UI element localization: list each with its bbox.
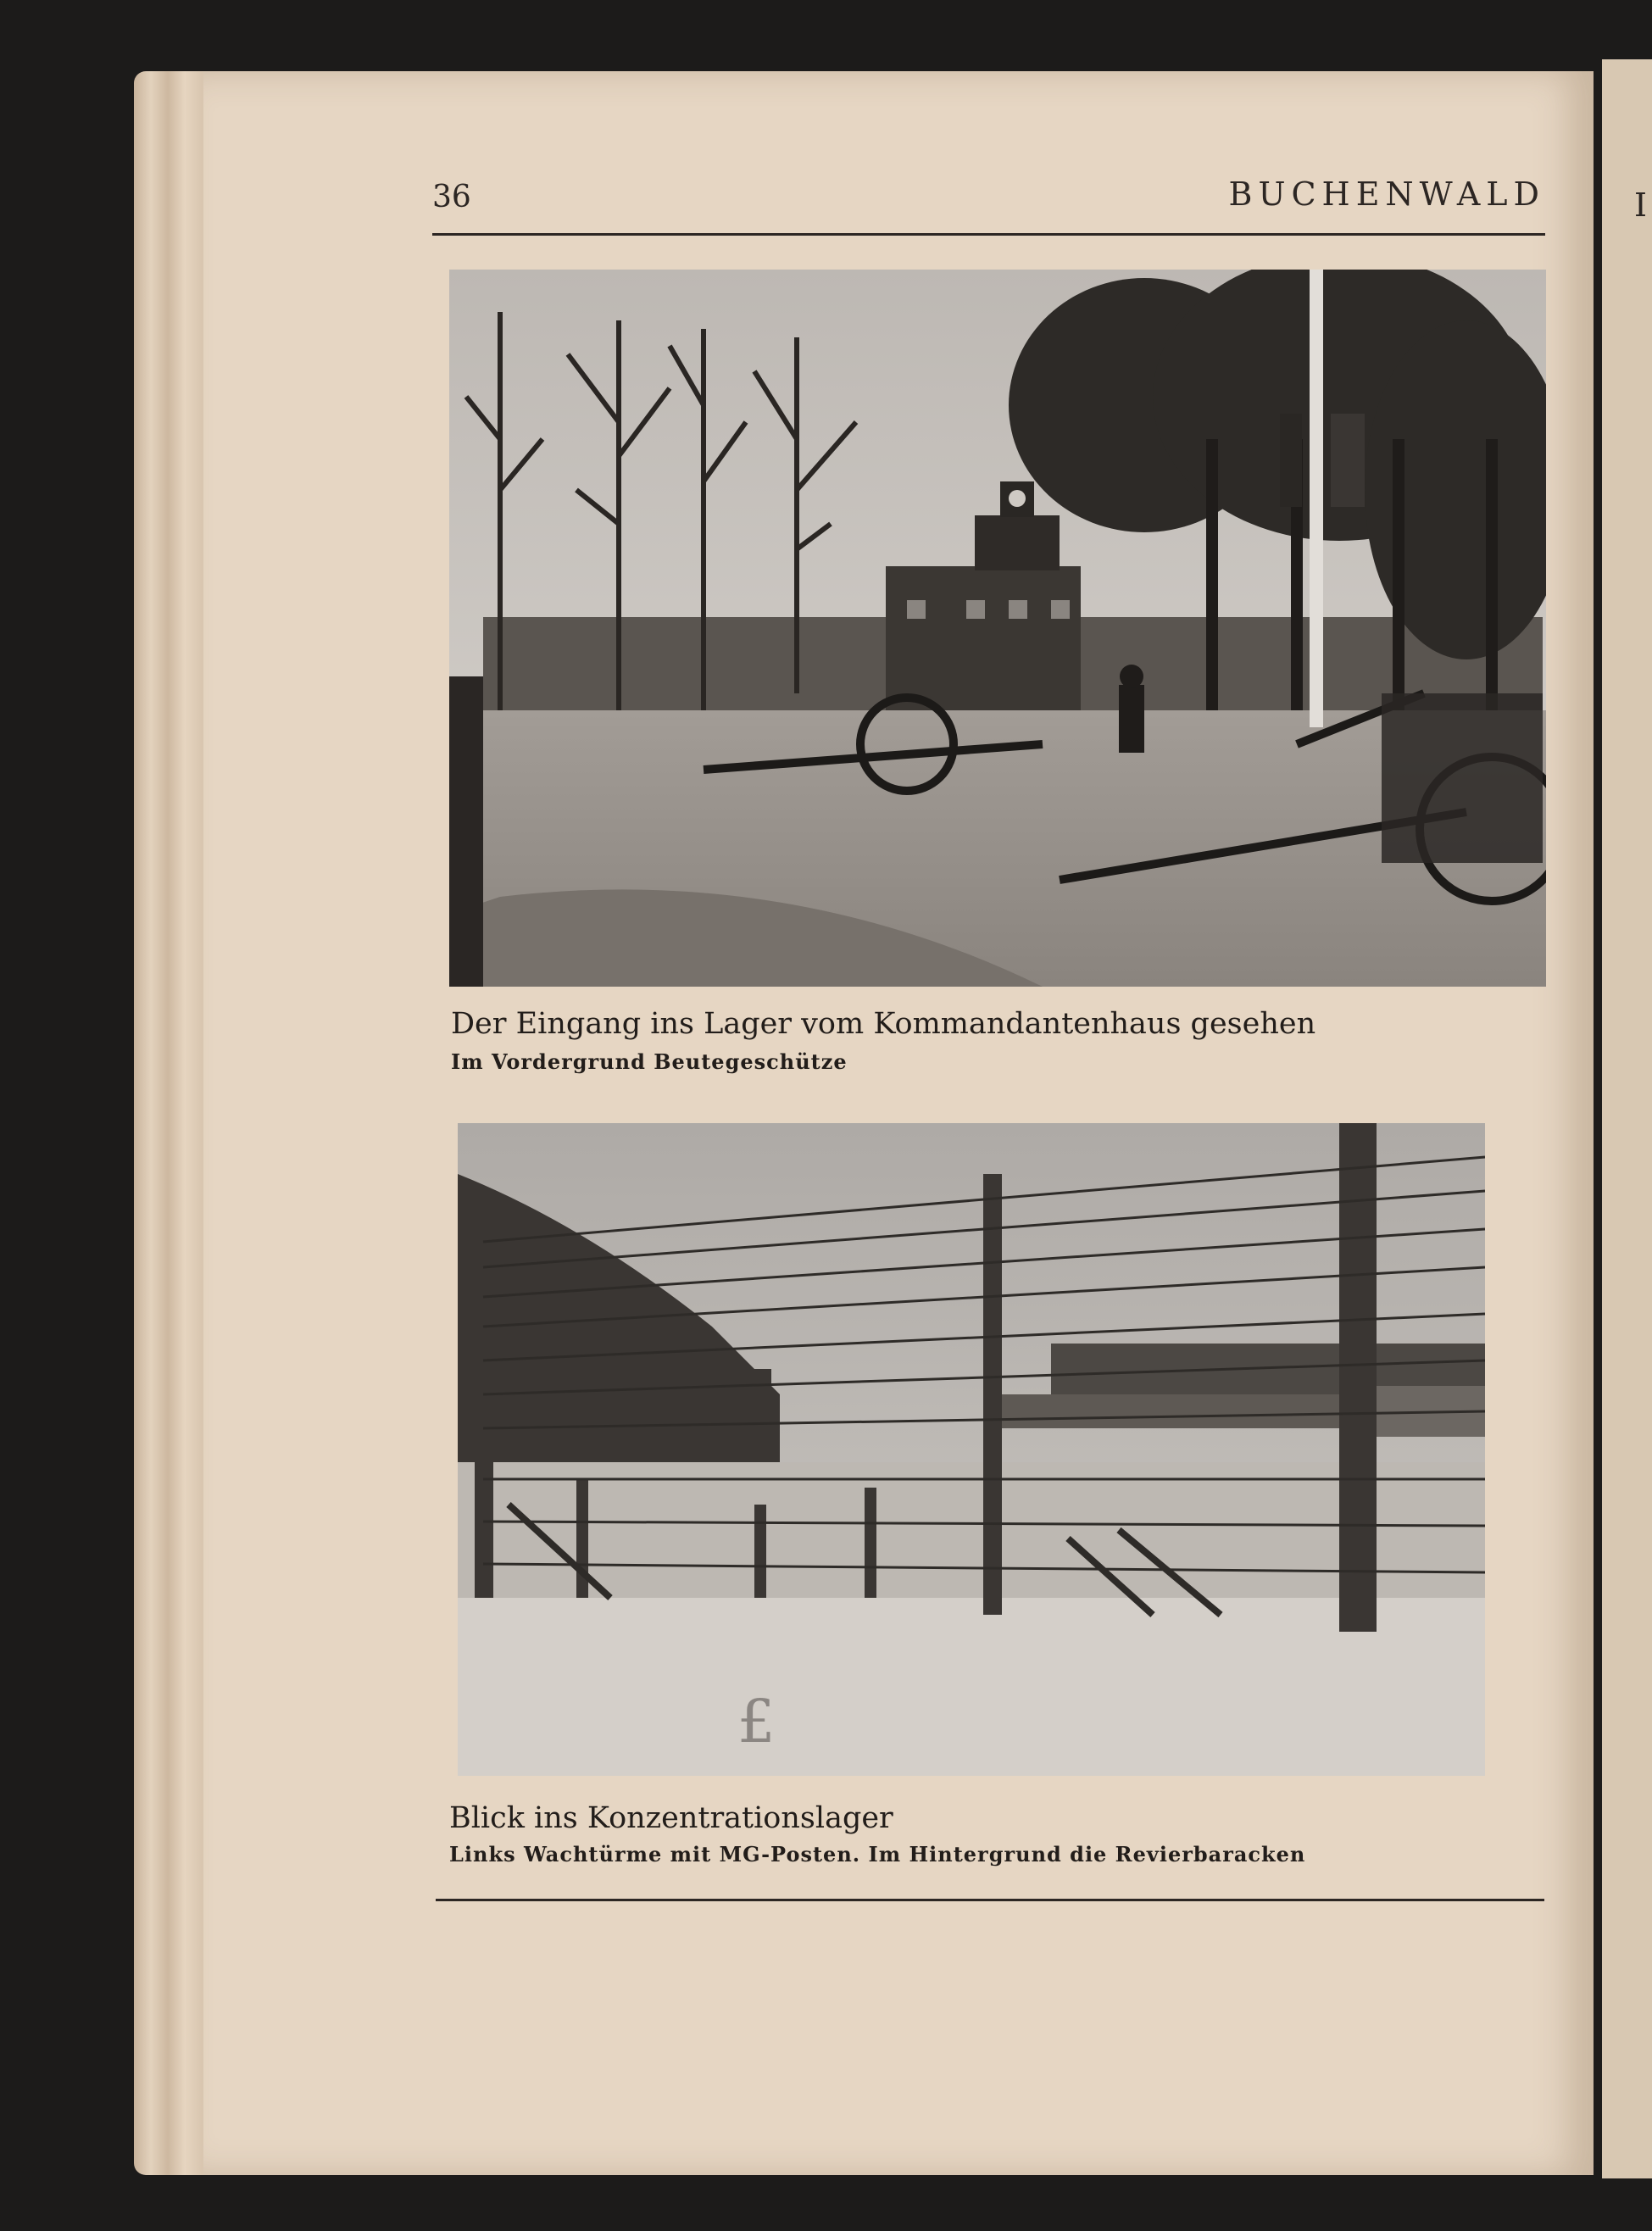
next-page-glyph: I: [1634, 186, 1648, 224]
photo-camp-entrance: [449, 270, 1546, 987]
figure-2-caption-subtitle: Links Wachtürme mit MG-Posten. Im Hintergrund die Revierbaracken: [449, 1842, 1306, 1867]
photo-concentration-camp-fence: [458, 1123, 1485, 1776]
page-number: 36: [432, 180, 471, 214]
svg-text:£: £: [737, 1687, 776, 1756]
running-title: BUCHENWALD: [1228, 175, 1545, 213]
figure-1-caption-title: Der Eingang ins Lager vom Kommandantenhaus gesehen: [451, 1007, 1316, 1041]
next-page-edge: [1602, 59, 1652, 2178]
footer-rule: [436, 1899, 1544, 1901]
figure-2-caption-title: Blick ins Konzentrationslager: [449, 1801, 893, 1835]
page-header: [432, 165, 1545, 236]
figure-1-caption-subtitle: Im Vordergrund Beutegeschütze: [451, 1049, 848, 1074]
